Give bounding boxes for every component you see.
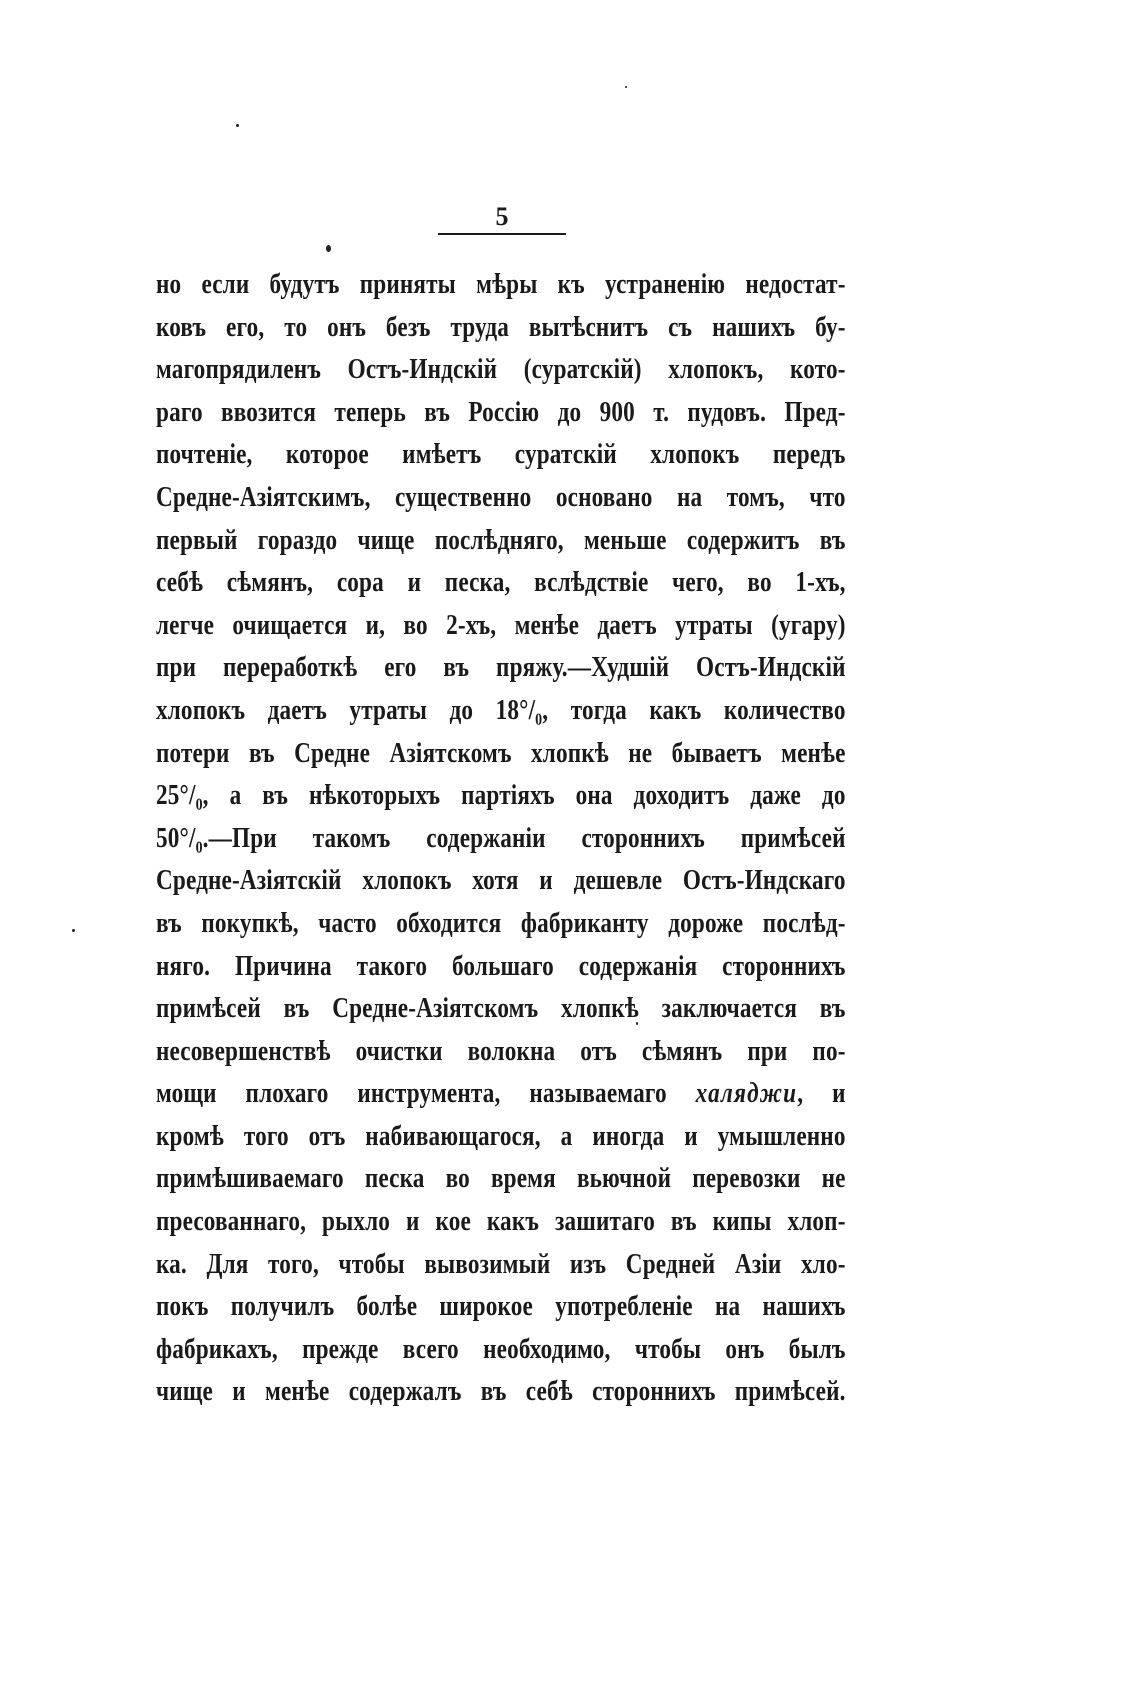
page-number-rule bbox=[438, 233, 566, 235]
text-line: кромѣ того отъ набивающагося, а иногда и умышленно bbox=[156, 1119, 846, 1152]
print-speck bbox=[236, 124, 239, 127]
text-line-tail: , и bbox=[797, 1077, 846, 1110]
print-speck bbox=[625, 86, 627, 88]
text-line: несовершенствѣ очистки волокна отъ сѣмянъ при по- bbox=[156, 1034, 846, 1067]
text-line: почтеніе, которое имѣетъ суратскій хлопокъ передъ bbox=[156, 438, 846, 471]
text-line: чище и менѣе содержалъ въ себѣ стороннихъ примѣсей. bbox=[156, 1375, 846, 1408]
text-line: раго ввозится теперь въ Россію до 900 т. пудовъ. Пред- bbox=[156, 395, 846, 428]
body-text bbox=[156, 263, 846, 1413]
text-line: пресованнаго, рыхло и кое какъ зашитаго въ кипы хлоп- bbox=[156, 1205, 846, 1238]
text-line: легче очищается и, во 2-хъ, менѣе даетъ утраты (угару) bbox=[156, 608, 846, 641]
text-line: примѣшиваемаго песка во время вьючной перевозки не bbox=[156, 1162, 846, 1195]
text-line: фабрикахъ, прежде всего необходимо, чтобы онъ былъ bbox=[156, 1332, 846, 1365]
text-line: при переработкѣ его въ пряжу.—Худшій Остъ-Индскій bbox=[156, 651, 846, 684]
text-line: магопрядиленъ Остъ-Индскій (суратскій) хлопокъ, кото- bbox=[156, 353, 846, 386]
text-line-with-italic-term bbox=[156, 1072, 846, 1115]
text-line-head: мощи плохаго инструмента, называемаго bbox=[156, 1077, 667, 1110]
text-line: 50°/₀.—При такомъ содержаніи стороннихъ примѣсей bbox=[156, 821, 846, 854]
text-line: потери въ Средне Азіятскомъ хлопкѣ не бываетъ менѣе bbox=[156, 736, 846, 769]
print-speck bbox=[326, 245, 331, 252]
text-line: въ покупкѣ, часто обходится фабриканту дороже послѣд- bbox=[156, 906, 846, 939]
text-line: первый гораздо чище послѣдняго, меньше содержитъ въ bbox=[156, 523, 846, 556]
italic-term: халяджи bbox=[695, 1077, 798, 1110]
text-line: покъ получилъ болѣе широкое употребленіе на нашихъ bbox=[156, 1290, 846, 1323]
text-line: себѣ сѣмянъ, сора и песка, вслѣдствіе чего, во 1-хъ, bbox=[156, 566, 846, 599]
text-line: Средне-Азіятскій хлопокъ хотя и дешевле Остъ-Индскаго bbox=[156, 864, 846, 897]
text-line: ка. Для того, чтобы вывозимый изъ Средней Азіи хло- bbox=[156, 1247, 846, 1280]
text-line: но если будутъ приняты мѣры къ устраненію недостат- bbox=[156, 268, 846, 300]
text-line: няго. Причина такого большаго содержанія стороннихъ bbox=[156, 949, 846, 982]
print-speck bbox=[72, 929, 75, 932]
text-line: хлопокъ даетъ утраты до 18°/₀, тогда какъ количество bbox=[156, 693, 846, 726]
text-line: ковъ его, то онъ безъ труда вытѣснитъ съ нашихъ бу- bbox=[156, 310, 846, 343]
text-line: примѣсей въ Средне-Азіятскомъ хлопкѣ заключается въ bbox=[156, 992, 846, 1025]
text-line: Средне-Азіятскимъ, существенно основано на томъ, что bbox=[156, 480, 846, 513]
page-number: 5 bbox=[495, 202, 510, 231]
text-line: 25°/₀, а въ нѣкоторыхъ партіяхъ она доходитъ даже до bbox=[156, 779, 846, 812]
